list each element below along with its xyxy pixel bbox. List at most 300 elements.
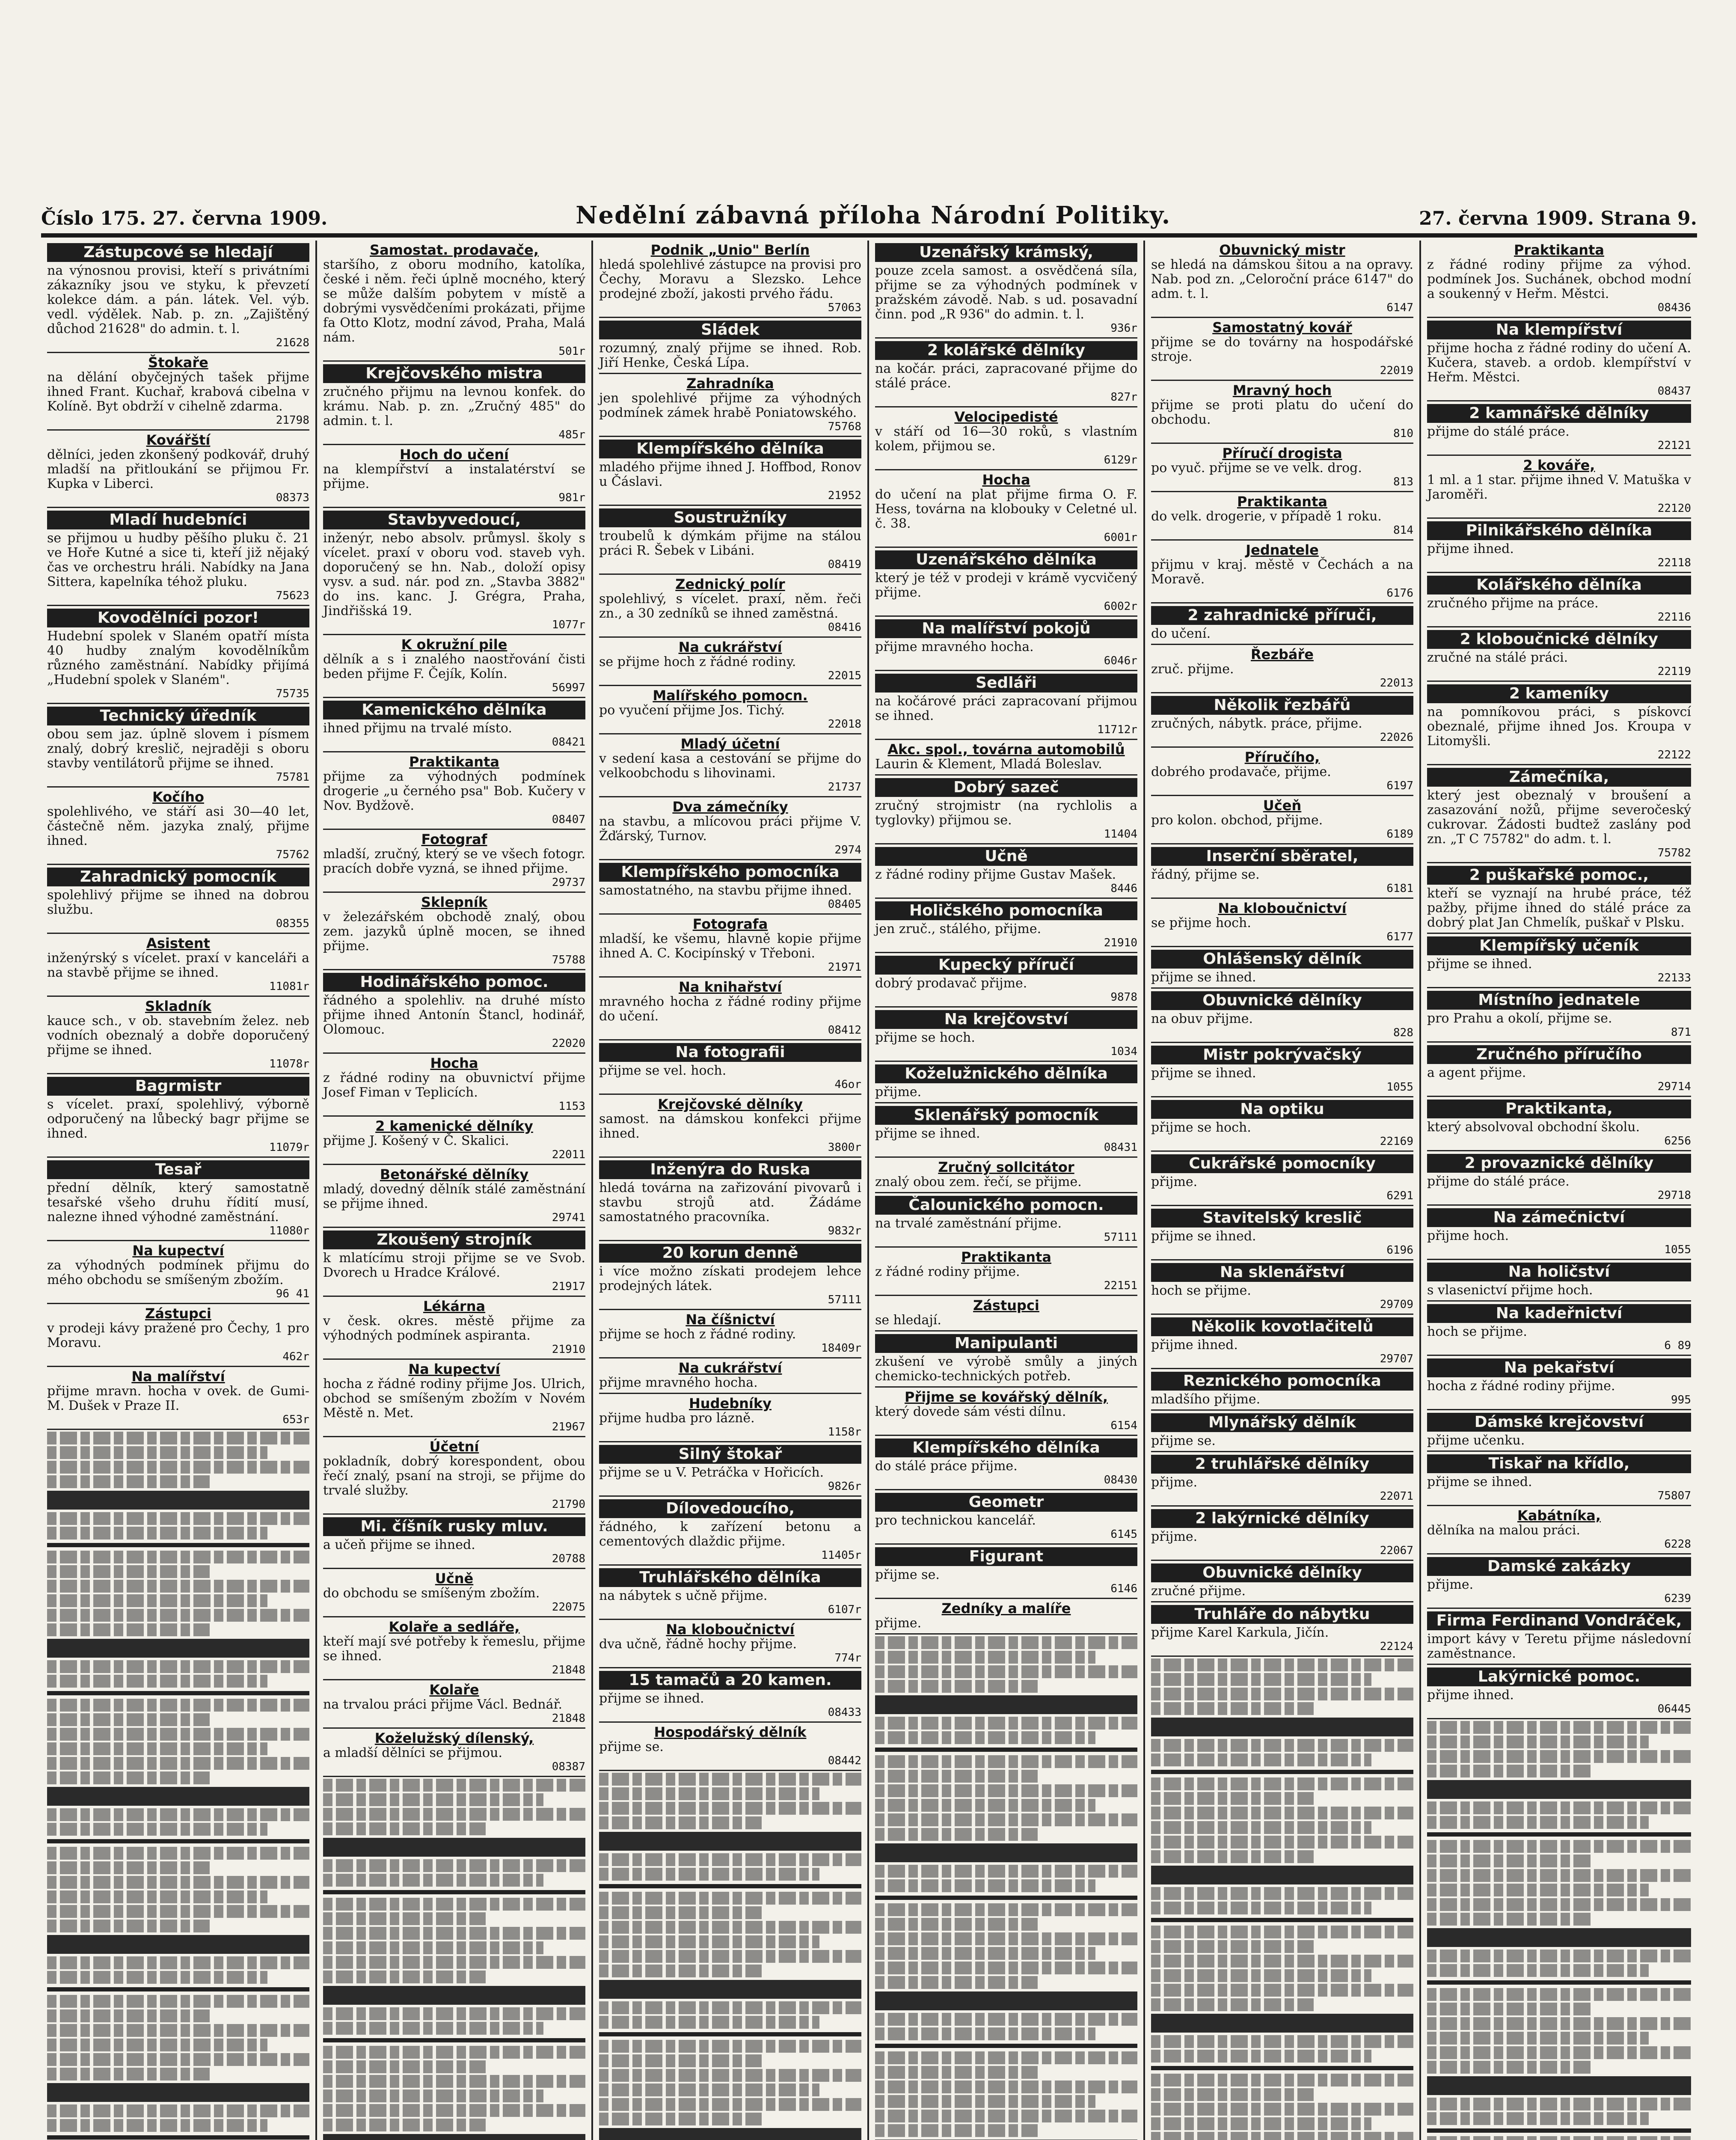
ad-title: Koželužnického dělníka: [875, 1064, 1137, 1083]
ad-body: kteří se vyznají na hrubé práce, též pažby, přijme ihned do stálé práce za dobrý plat Jan Chmelík, puškař v Plsku.: [1427, 886, 1691, 930]
fine-print-line: [47, 1580, 309, 1593]
ad-title: 2 kamnářské dělníky: [1427, 404, 1691, 423]
ad-title: Mi. číšník rusky mluv.: [323, 1517, 585, 1536]
classified-ad: [47, 353, 309, 431]
ad-title: Hudebníky: [689, 1395, 772, 1412]
ad-body: přijme se hoch z řádné rodiny.: [599, 1327, 796, 1342]
fine-print-line: [323, 2038, 585, 2042]
ad-reference-number: 1034: [1110, 1045, 1137, 1058]
fine-print-line: [1151, 2066, 1413, 2070]
ad-reference-number: 22071: [1380, 1490, 1413, 1503]
ad-body: přijme se hoch.: [875, 1030, 975, 1045]
fine-print-line: [47, 2104, 309, 2117]
ad-reference-number: 06445: [1657, 1703, 1691, 1715]
ad-title: Učeň: [1263, 797, 1302, 814]
ad-body: k mlatícímu stroji přijme se ve Svob. Dvorech u Hradce Králové.: [323, 1251, 585, 1280]
fine-print-line: [1151, 2074, 1413, 2086]
fine-print-line: [599, 1816, 762, 1829]
ad-title: Řezbáře: [1251, 646, 1314, 663]
classified-ad: [875, 407, 1137, 470]
fine-print-line: [1427, 1855, 1591, 1867]
classified-ad: [47, 1367, 309, 1430]
fine-print-line: [875, 1947, 1095, 1960]
ad-title: Holičského pomocníka: [875, 901, 1137, 920]
fine-print-line: [47, 1713, 210, 1726]
header-issue: Číslo 175. 27. června 1909.: [41, 208, 328, 229]
classified-ad: [599, 374, 861, 437]
ad-reference-number: 22122: [1657, 749, 1691, 761]
ad-title: Dobrý sazeč: [875, 778, 1137, 797]
ad-reference-number: 22075: [552, 1601, 585, 1614]
ad-title: Lékárna: [423, 1298, 486, 1314]
fine-print-line: [1427, 1950, 1691, 1962]
ad-body: pro technickou kancelář.: [875, 1513, 1036, 1528]
ad-title: Místního jednatele: [1427, 991, 1691, 1010]
ad-body: na nábytek s učně přijme.: [599, 1588, 768, 1603]
fine-print-line: [323, 2089, 543, 2102]
classified-ad: [323, 445, 585, 508]
classified-ad: [875, 1008, 1137, 1062]
ad-title: Tiskař na křídlo,: [1427, 1454, 1691, 1473]
classified-ad: [47, 241, 309, 353]
fine-print-line: [47, 1861, 210, 1874]
ad-body: v prodeji kávy pražené pro Čechy, 1 pro Moravu.: [47, 1321, 309, 1350]
ad-title: Sklepník: [421, 894, 487, 910]
classified-ad: [875, 671, 1137, 740]
fine-print-line: [599, 2084, 819, 2096]
fine-print-line: [599, 1884, 861, 1888]
ad-body: zručných, nábytk. práce, přijme.: [1151, 716, 1362, 731]
ad-title: Kolářského dělníka: [1427, 576, 1691, 594]
fine-print-line: [323, 2134, 585, 2140]
classified-ad: [599, 506, 861, 575]
ad-title: Mladí hudebníci: [47, 511, 309, 529]
classified-ad: [1151, 748, 1413, 796]
ad-body: přijme do stálé práce.: [1427, 424, 1570, 439]
ad-body: na klempířství a instalatérství se přijme.: [323, 462, 585, 491]
ad-body: v železářském obchodě znalý, obou zem. jazyků úplně mocen, se ihned přijme.: [323, 910, 585, 954]
fine-print-line: [1151, 1792, 1314, 1805]
ad-body: zručného přijme na práce.: [1427, 596, 1599, 611]
classified-ad: [323, 1297, 585, 1360]
classified-ad: [1151, 989, 1413, 1043]
classified-ad: [323, 1228, 585, 1297]
fine-print-line: [599, 1868, 819, 1881]
ad-title: Stavbyvedoucí,: [323, 511, 585, 529]
column-1: [41, 241, 317, 2140]
fine-print-line: [1427, 2076, 1691, 2095]
ad-title: 2 kameníky: [1427, 684, 1691, 703]
fine-print-line: [323, 2075, 585, 2088]
ad-reference-number: 21628: [276, 336, 309, 349]
ad-title: Kovářští: [146, 432, 211, 448]
fine-print-line: [875, 1665, 1137, 1678]
fine-print-line: [875, 2051, 1137, 2064]
ad-body: přijme se.: [1151, 1433, 1216, 1448]
ad-body: z řádné rodiny přijme.: [875, 1264, 1020, 1279]
fine-print-line: [1151, 2117, 1371, 2130]
fine-print-line: [1151, 1836, 1413, 1849]
ad-title: Sedláři: [875, 674, 1137, 693]
ad-reference-number: 11404: [1104, 828, 1137, 841]
ad-title: Klempířský učeník: [1427, 936, 1691, 955]
ad-reference-number: 774r: [834, 1652, 861, 1664]
fine-print-line: [599, 2001, 861, 2014]
classified-ad: [323, 1729, 585, 1777]
fine-print-line: [1427, 1816, 1649, 1829]
ad-body: zruč. přijme.: [1151, 662, 1234, 677]
ad-body: který absolvoval obchodní školu.: [1427, 1120, 1640, 1135]
ad-body: přední dělník, který samostatně tesařské všeho druhu řídití musí, nalezne ihned výhodné zaměstnání.: [47, 1180, 309, 1225]
classified-ad: [1427, 1506, 1691, 1554]
fine-print-line: [323, 1838, 585, 1857]
ad-reference-number: 08412: [828, 1024, 861, 1037]
ad-reference-number: 462r: [282, 1350, 309, 1363]
classified-ad: [599, 1442, 861, 1497]
header-rule: [41, 233, 1697, 238]
column-4: [869, 241, 1145, 2140]
ad-reference-number: 21971: [828, 961, 861, 974]
ad-body: obou sem jaz. úplně slovem i písmem znalý, dobrý kreslič, nejraději s oboru stavby ventilátorů přijme se ihned.: [47, 727, 309, 771]
ad-body: z řádné rodiny přijme za výhod. podmínek Jos. Suchánek, obchod modní a soukenný v Heřm. Městci.: [1427, 257, 1691, 301]
ad-body: který je též v prodeji v krámě vycvičený přijme.: [875, 571, 1137, 600]
ad-title: Stavitelský kreslič: [1151, 1209, 1413, 1228]
fine-print-line: [875, 2124, 1038, 2137]
fine-print-line: [875, 1784, 1137, 1797]
ad-reference-number: 653r: [282, 1413, 309, 1426]
classified-ad: [1427, 1043, 1691, 1097]
ad-reference-number: 22121: [1657, 439, 1691, 452]
fine-print-line: [1151, 1739, 1413, 1752]
ad-body: se přijme hoch z řádné rodiny.: [599, 654, 796, 669]
classified-ad: [1151, 1206, 1413, 1260]
classified-ad: [323, 698, 585, 752]
ad-body: kteří mají své potřeby k řemeslu, přijme se ihned.: [323, 1634, 585, 1664]
classified-ad: [1427, 1151, 1691, 1206]
fine-print-line: [323, 2007, 585, 2020]
fine-print-line: [47, 1905, 309, 1918]
fine-print-line: [1427, 2017, 1691, 2030]
classified-ad: [875, 740, 1137, 776]
ad-body: spolehlivého, ve stáří asi 30—40 let, částečně něm. jazyka znalý, přijme ihned.: [47, 804, 309, 848]
ad-body: zručné přijme.: [1151, 1584, 1246, 1599]
ad-body: z řádné rodiny přijme Gustav Mašek.: [875, 867, 1116, 882]
ad-reference-number: 6177: [1386, 930, 1413, 943]
ad-reference-number: 936r: [1110, 322, 1137, 335]
fine-print-line: [1151, 2103, 1413, 2116]
ad-body: přijme mravn. hocha v ovek. de Gumi-M. Dušek v Praze II.: [47, 1384, 309, 1413]
ad-body: přijme.: [1151, 1174, 1198, 1189]
ad-body: přijme mravného hocha.: [875, 639, 1034, 654]
ad-reference-number: 827r: [1110, 391, 1137, 404]
ad-body: hocha z řádné rodiny přijme.: [1427, 1379, 1615, 1394]
ad-reference-number: 9832r: [828, 1225, 861, 1237]
classified-ad: [47, 1158, 309, 1241]
ad-reference-number: 6154: [1110, 1419, 1137, 1432]
classified-ad: [875, 241, 1137, 339]
classified-ad: [875, 844, 1137, 899]
ad-title: Hodinářského pomoc.: [323, 973, 585, 992]
fine-print-line: [599, 2098, 861, 2111]
ad-body: zručné na stálé práci.: [1427, 650, 1568, 665]
classified-ad: [47, 1241, 309, 1304]
fine-print-line: [875, 1865, 1137, 1878]
ad-body: hocha z řádné rodiny přijme Jos. Ulrich, obchod se smíšeným zbožím v Novém Městě n. Met.: [323, 1376, 585, 1421]
fine-print-line: [323, 2060, 486, 2073]
classified-ad: [1151, 1411, 1413, 1452]
ad-reference-number: 08430: [1104, 1474, 1137, 1486]
fine-print-line: [599, 2040, 861, 2053]
ad-reference-number: 56997: [552, 681, 585, 694]
fine-print-line: [1151, 1688, 1413, 1700]
ad-body: na trvalou práci přijme Václ. Bednář.: [323, 1697, 563, 1712]
classified-ad: [1151, 381, 1413, 444]
classified-ad: [323, 830, 585, 893]
ad-reference-number: 22120: [1657, 502, 1691, 515]
ad-reference-number: 08433: [828, 1706, 861, 1719]
ad-title: Klempířského dělníka: [875, 1439, 1137, 1457]
ad-reference-number: 75762: [276, 848, 309, 861]
ad-title: 2 provaznické dělníky: [1427, 1154, 1691, 1173]
ad-title: 2 kolářské dělníky: [875, 341, 1137, 360]
fine-print-line: [1427, 1980, 1691, 1985]
ad-body: přijme se ihned.: [1151, 1229, 1256, 1244]
ad-body: rozumný, znalý přijme se ihned. Rob. Jiří Henke, Česká Lípa.: [599, 341, 861, 370]
ad-body: mladého přijme ihned J. Hoffbod, Ronov u Čáslavi.: [599, 460, 861, 489]
ad-title: Jednatele: [1246, 542, 1319, 558]
ad-title: Účetní: [429, 1439, 479, 1455]
fine-print-line: [875, 1813, 1137, 1826]
ad-body: hoch se přijme.: [1151, 1283, 1251, 1298]
classified-ad: [323, 1054, 585, 1117]
ad-title: Asistent: [146, 935, 210, 951]
ad-title: Praktikanta: [1237, 493, 1327, 510]
classified-ad: [323, 508, 585, 635]
ad-reference-number: 21952: [828, 489, 861, 502]
ad-title: Příručí drogista: [1222, 445, 1342, 461]
ad-body: mladší, ke všemu, hlavně kopie přijme ihned A. C. Kocipínský v Třeboni.: [599, 931, 861, 961]
ad-title: Zednický polír: [675, 576, 785, 592]
fine-print-line: [47, 1987, 309, 1991]
ad-body: mladšího přijme.: [1151, 1392, 1261, 1407]
ad-title: 2 lakýrnické dělníky: [1151, 1509, 1413, 1528]
fine-print-line: [47, 1890, 267, 1903]
classified-ad: [1151, 1507, 1413, 1561]
classified-ad: [1151, 947, 1413, 989]
classified-ad: [1151, 603, 1413, 645]
fine-print-line: [1151, 1969, 1371, 1982]
ad-body: zkušení ve výrobě smůly a jiných chemicko-technických potřeb.: [875, 1354, 1137, 1384]
ad-body: samostatného, na stavbu přijme ihned.: [599, 883, 852, 898]
ad-title: Zkoušený strojník: [323, 1230, 585, 1249]
ad-title: Bagrmistr: [47, 1077, 309, 1096]
fine-print-line: [875, 1770, 1038, 1783]
newspaper-page: [41, 0, 1697, 2140]
ad-body: přijme učenku.: [1427, 1433, 1525, 1448]
ad-body: spolehlivý přijme se ihned na dobrou službu.: [47, 888, 309, 917]
ad-reference-number: 11080r: [269, 1225, 309, 1237]
fine-print-line: [875, 1695, 1137, 1714]
ad-title: Klempířského dělníka: [599, 440, 861, 458]
ad-title: Hoch do učení: [400, 446, 509, 463]
classified-ad: [599, 1394, 861, 1442]
ad-reference-number: 22124: [1380, 1640, 1413, 1653]
ad-reference-number: 21848: [552, 1712, 585, 1725]
ad-body: na výnosnou provisi, kteří s privátními zákazníky jsou ve styku, k převzetí kolekce dám. a pán. látek. Vel. výb. vedl. výdělek. Nab. p. zn. „Zajištěný důchod 21628" do admin. t. l.: [47, 263, 309, 336]
fine-print-line: [1427, 2032, 1649, 2045]
fine-print-line: [875, 1903, 1137, 1916]
ad-title: Na knihařství: [679, 979, 782, 995]
ad-body: dva učně, řádně hochy přijme.: [599, 1637, 797, 1652]
ad-title: Kolaře a sedláře,: [389, 1619, 520, 1635]
classified-ad: [599, 1241, 861, 1310]
classified-ad: [323, 970, 585, 1054]
classified-ad: [1427, 318, 1691, 401]
fine-print-line: [875, 2044, 1137, 2048]
ad-title: Technický úředník: [47, 707, 309, 725]
classified-ad: [1427, 1410, 1691, 1452]
ad-reference-number: 22118: [1657, 556, 1691, 569]
ad-body: troubelů k dýmkám přijme na stálou práci R. Šebek v Libáni.: [599, 529, 861, 558]
ad-body: hoch se přijme.: [1427, 1324, 1527, 1339]
ad-body: dělníka na malou práci.: [1427, 1523, 1581, 1538]
fine-print-line: [875, 1799, 1095, 1812]
ad-reference-number: 57111: [1104, 1231, 1137, 1244]
classified-ad: [599, 1668, 861, 1723]
ad-body: hledá továrna na zařizování pivovarů i stavbu strojů atd. Žádáme samostatného pracovníka.: [599, 1180, 861, 1225]
fine-print-line: [47, 1594, 267, 1607]
ad-body: dělníci, jeden zkonšený podkovář, druhý mladší na přitloukání se přijmou Fr. Kupka v Liberci.: [47, 447, 309, 491]
ad-title: Cukrářské pomocníky: [1151, 1154, 1413, 1173]
ad-reference-number: 981r: [558, 491, 585, 504]
fine-print-line: [323, 2022, 543, 2035]
ad-title: Učně: [875, 847, 1137, 866]
ad-reference-number: 75768: [828, 420, 861, 433]
classified-ad: [1151, 1315, 1413, 1369]
fine-print-line: [875, 1717, 1137, 1730]
ad-body: v stáří od 16—30 roků, s vlastním kolem, přijmou se.: [875, 424, 1137, 454]
classified-ad: [599, 1497, 861, 1566]
fine-print-line: [1151, 1926, 1413, 1938]
ad-title: Mladý účetní: [680, 736, 780, 752]
ad-body: přijme se ihned.: [1151, 1066, 1256, 1081]
ad-title: Praktikanta: [961, 1249, 1051, 1265]
classified-ad: [599, 318, 861, 374]
ad-title: Betonářské dělníky: [380, 1166, 529, 1183]
ad-title: Kolaře: [429, 1682, 479, 1698]
ad-reference-number: 1055: [1664, 1243, 1691, 1256]
fine-print-line: [1427, 1765, 1591, 1777]
ad-body: na trvalé zaměstnání přijme.: [875, 1216, 1062, 1231]
fine-print-line: [1427, 1913, 1591, 1926]
fine-print-line: [875, 2081, 1137, 2093]
fine-print-line: [599, 2016, 819, 2029]
ad-title: Podnik „Unio" Berlín: [650, 242, 810, 258]
ad-body: znalý obou zem. řečí, se přijme.: [875, 1174, 1082, 1189]
ad-reference-number: 22151: [1104, 1279, 1137, 1292]
fine-print-line: [875, 1879, 1095, 1892]
fine-print-filler: [47, 1432, 309, 2140]
ad-body: po vyuč. přijme se ve velk. drog.: [1151, 461, 1362, 476]
column-5: [1145, 241, 1421, 2140]
ad-title: Uzenářského dělníka: [875, 550, 1137, 569]
fine-print-line: [47, 1935, 309, 1954]
classified-ad: [47, 788, 309, 865]
fine-print-line: [599, 2069, 861, 2082]
ad-title: 2 kloboučnické dělníky: [1427, 630, 1691, 649]
fine-print-line: [47, 1432, 309, 1444]
classified-ad: [47, 508, 309, 606]
classified-ad: [1427, 682, 1691, 765]
ad-title: Na cukrářství: [678, 639, 782, 655]
classified-ad: [1427, 863, 1691, 934]
ad-title: Kočího: [152, 789, 204, 805]
ad-reference-number: 22026: [1380, 731, 1413, 744]
ad-reference-number: 08373: [276, 491, 309, 504]
fine-print-line: [599, 1950, 861, 1963]
ad-title: Skladník: [145, 998, 211, 1014]
ad-reference-number: 8446: [1110, 882, 1137, 895]
ad-title: Na sklenářství: [1151, 1263, 1413, 1282]
fine-print-line: [47, 1699, 309, 1712]
ad-body: i více možno získati prodejem lehce prodejných látek.: [599, 1264, 861, 1293]
classified-ad: [875, 899, 1137, 953]
ad-reference-number: 21910: [1104, 936, 1137, 949]
ad-title: Zručného příručího: [1427, 1045, 1691, 1064]
classified-ad: [323, 1515, 585, 1569]
classified-ad: [599, 575, 861, 638]
page-header: [41, 199, 1697, 229]
ad-reference-number: 75623: [276, 589, 309, 602]
classified-ad: [323, 1360, 585, 1437]
ad-body: řádný, přijme se.: [1151, 867, 1260, 882]
fine-print-line: [599, 1802, 861, 1815]
ad-title: 2 kováře,: [1523, 457, 1595, 473]
classified-ad: [875, 1062, 1137, 1103]
ad-body: jen zruč., stálého, přijme.: [875, 921, 1042, 936]
ad-title: Hocha: [430, 1055, 478, 1071]
ad-body: za výhodných podmínek přijmu do mého obchodu se smíšeným zbožím.: [47, 1258, 309, 1287]
ad-title: Silný štokař: [599, 1445, 861, 1464]
fine-print-line: [1151, 1984, 1413, 1997]
ad-body: dobrého prodavače, přijme.: [1151, 764, 1331, 779]
ad-reference-number: 22015: [828, 669, 861, 682]
fine-print-line: [47, 1491, 309, 1510]
ad-reference-number: 11079r: [269, 1141, 309, 1154]
ad-reference-number: 6181: [1386, 882, 1413, 895]
ad-body: z řádné rodiny na obuvnictví přijme Josef Fiman v Teplicích.: [323, 1070, 585, 1100]
fine-print-line: [47, 1639, 309, 1658]
classified-ad: [323, 1117, 585, 1165]
fine-print-line: [323, 1912, 486, 1925]
ad-title: Na krejčovství: [875, 1010, 1137, 1029]
ad-body: do velk. drogerie, v případě 1 roku.: [1151, 509, 1382, 524]
fine-print-line: [47, 1771, 210, 1784]
ad-reference-number: 2974: [834, 844, 861, 856]
ad-title: Zahradníka: [686, 375, 774, 392]
fine-print-line: [323, 1808, 585, 1821]
classified-ad: [1427, 988, 1691, 1043]
ad-title: Koželužský dílenský,: [374, 1730, 534, 1746]
fine-print-line: [47, 1446, 267, 1459]
classified-ad: [1427, 1665, 1691, 1719]
ad-reference-number: 810: [1393, 427, 1413, 440]
fine-print-line: [1151, 2050, 1371, 2063]
classified-ad: [1427, 241, 1691, 318]
fine-print-line: [47, 1609, 309, 1622]
ad-reference-number: 29718: [1657, 1189, 1691, 1202]
fine-print-line: [599, 1906, 762, 1919]
